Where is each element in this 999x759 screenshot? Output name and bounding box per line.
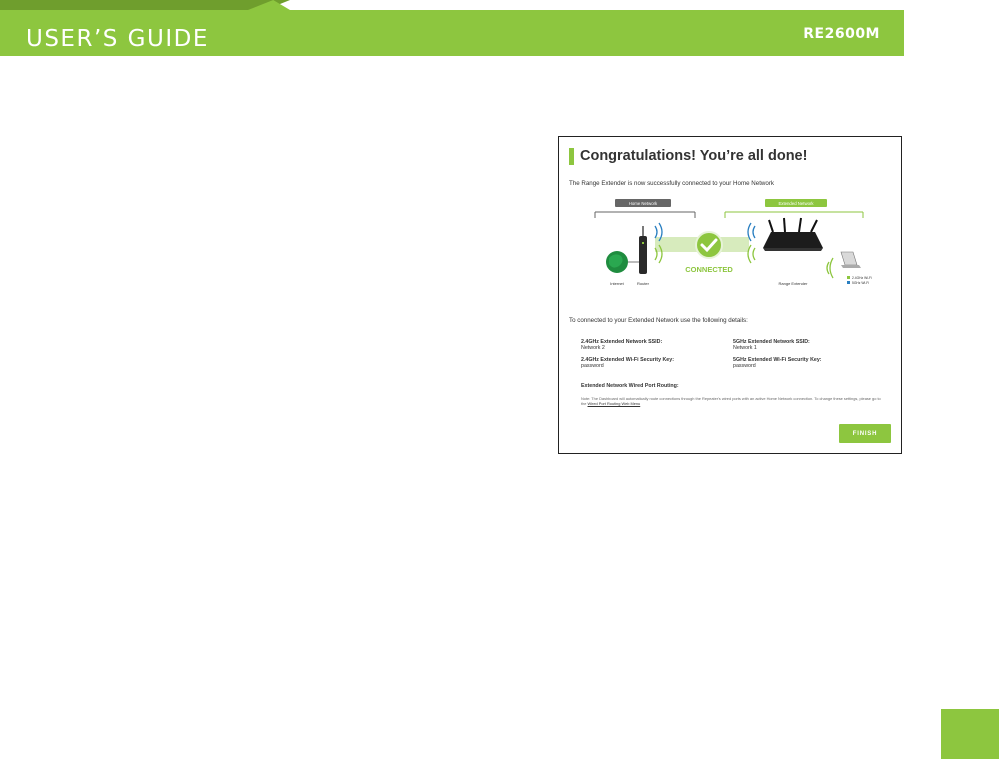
legend-24ghz-swatch — [847, 276, 850, 279]
connected-check-icon — [696, 232, 722, 258]
wifi-5ghz-icon — [655, 226, 657, 238]
extended-network-label: Extended Network — [778, 201, 814, 206]
router-icon — [639, 236, 647, 274]
page-number-box — [941, 709, 999, 759]
key-24ghz-value: password — [581, 363, 604, 369]
heading-text: Congratulations! You’re all done! — [580, 148, 808, 164]
laptop-icon — [841, 252, 857, 265]
congratulations-heading — [569, 147, 807, 165]
internet-label: Internet — [610, 281, 624, 286]
key-5ghz-label: 5GHz Extended Wi-Fi Security Key: — [733, 357, 822, 363]
model-name: RE2600M — [803, 26, 880, 42]
wifi-24ghz-icon — [655, 248, 657, 260]
routing-note-text: Note: The Dashboard will automatically route connections through the Repeater's wired ports with an active Home Network connection. To change these settings, please go to the — [581, 396, 881, 407]
range-extender-icon — [763, 232, 823, 248]
connected-label: CONNECTED — [685, 265, 733, 274]
key-5ghz-value: password — [733, 363, 756, 369]
legend-5ghz-swatch — [847, 281, 850, 284]
legend-5ghz-label: 5GHz Wi-Fi — [852, 281, 870, 285]
ssid-24ghz-value: Network 2 — [581, 345, 605, 351]
home-network-label: Home Network — [628, 201, 658, 206]
legend-24ghz-label: 2.4GHz Wi-Fi — [852, 276, 872, 280]
range-extender-label: Range Extender — [778, 281, 808, 286]
heading-accent-bar — [569, 148, 574, 165]
connection-status-text: The Range Extender is now successfully connected to your Home Network — [569, 180, 774, 187]
routing-note — [581, 396, 881, 406]
finish-button[interactable]: FINISH — [839, 424, 891, 443]
details-intro: To connected to your Extended Network use the following details: — [569, 317, 748, 324]
ssid-5ghz-value: Network 1 — [733, 345, 757, 351]
ssid-5ghz-label: 5GHz Extended Network SSID: — [733, 339, 810, 345]
ssid-24ghz-label: 2.4GHz Extended Network SSID: — [581, 339, 663, 345]
page-header — [0, 10, 904, 56]
wired-port-routing-label: Extended Network Wired Port Routing: — [581, 383, 679, 389]
wired-port-routing-link[interactable]: Wired Port Routing Web Menu — [587, 401, 641, 407]
network-diagram — [559, 192, 903, 292]
guide-title: USER’S GUIDE — [26, 26, 209, 52]
key-24ghz-label: 2.4GHz Extended Wi-Fi Security Key: — [581, 357, 674, 363]
router-label: Router — [636, 281, 650, 286]
setup-complete-screenshot — [558, 136, 902, 454]
